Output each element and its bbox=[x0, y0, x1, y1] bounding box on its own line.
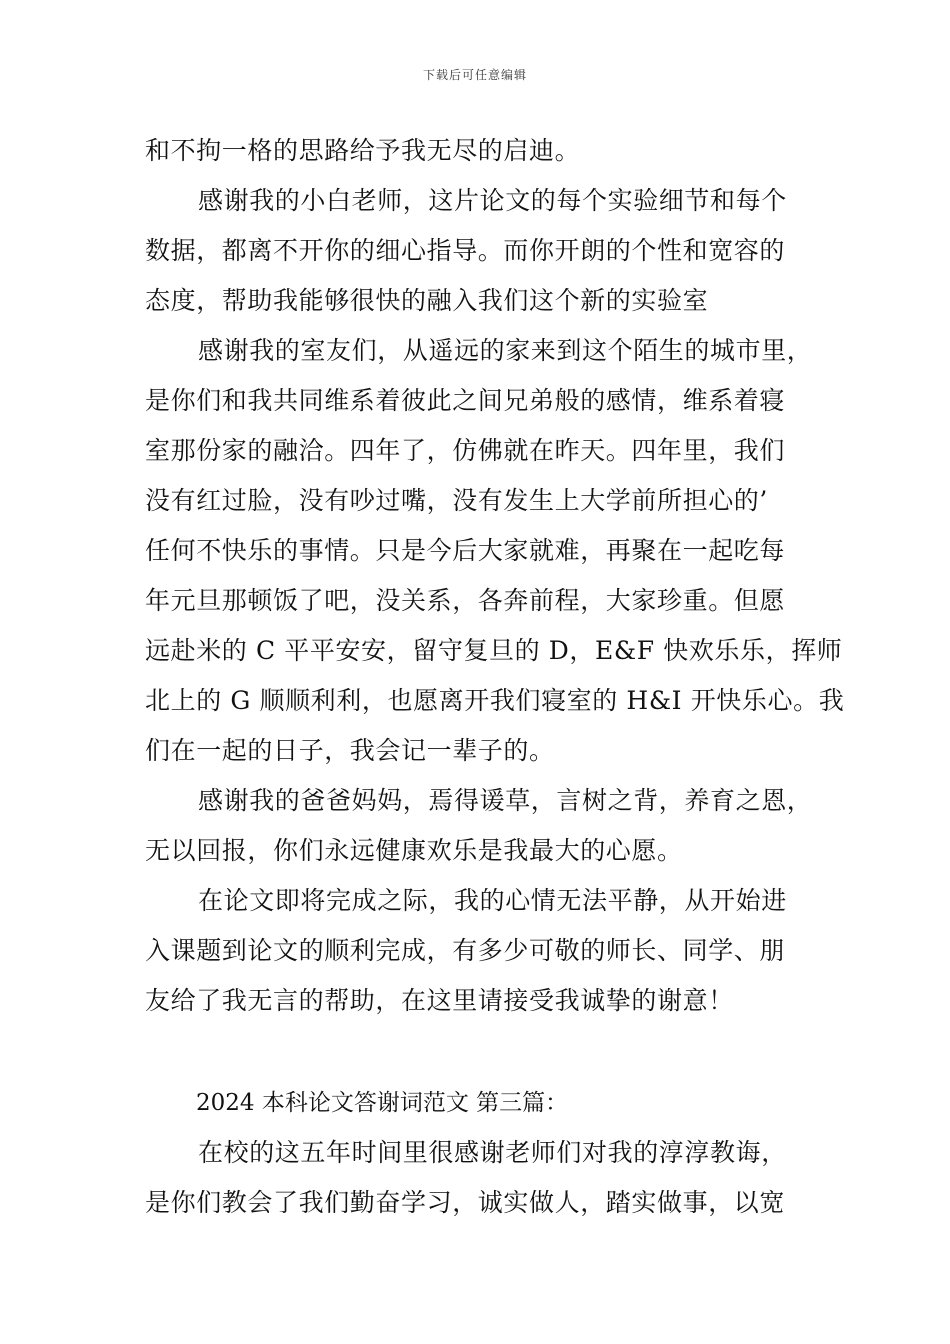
paragraph-line: 入课题到论文的顺利完成，有多少可敬的师长、同学、朋 bbox=[145, 936, 786, 965]
paragraph-line: 远赴米的 C 平平安安，留守复旦的 D，E&F 快欢乐乐，挥师 bbox=[145, 636, 843, 665]
paragraph-line: 感谢我的小白老师，这片论文的每个实验细节和每个 bbox=[198, 186, 787, 215]
paragraph-line: 年元旦那顿饭了吧，没关系，各奔前程，大家珍重。但愿 bbox=[145, 586, 786, 615]
paragraph-line: 在校的这五年时间里很感谢老师们对我的淳淳教诲， bbox=[198, 1138, 787, 1167]
paragraph-line: 任何不快乐的事情。只是今后大家就难，再聚在一起吃每 bbox=[145, 536, 786, 565]
paragraph-line: 态度，帮助我能够很快的融入我们这个新的实验室 bbox=[145, 286, 709, 315]
paragraph-line: 感谢我的爸爸妈妈，焉得谖草，言树之背，养育之恩， bbox=[198, 786, 813, 815]
paragraph-line: 没有红过脸，没有吵过嘴，没有发生上大学前所担心的’ bbox=[145, 486, 768, 515]
document-body bbox=[145, 126, 845, 1228]
paragraph-line: 在论文即将完成之际，我的心情无法平静，从开始进 bbox=[198, 886, 787, 915]
paragraph-line: 感谢我的室友们，从遥远的家来到这个陌生的城市里， bbox=[198, 336, 813, 365]
paragraph-line: 无以回报，你们永远健康欢乐是我最大的心愿。 bbox=[145, 836, 683, 865]
paragraph-line: 和不拘一格的思路给予我无尽的启迪。 bbox=[145, 136, 581, 165]
paragraph-line: 是你们教会了我们勤奋学习，诚实做人，踏实做事，以宽 bbox=[145, 1188, 786, 1217]
paragraph-line: 室那份家的融洽。四年了，仿佛就在昨天。四年里，我们 bbox=[145, 436, 786, 465]
paragraph-line: 是你们和我共同维系着彼此之间兄弟般的感情，维系着寝 bbox=[145, 386, 786, 415]
page-header: 下载后可任意编辑 bbox=[422, 68, 527, 82]
paragraph-line: 数据，都离不开你的细心指导。而你开朗的个性和宽容的 bbox=[145, 236, 786, 265]
paragraph-line: 友给了我无言的帮助，在这里请接受我诚挚的谢意！ bbox=[145, 986, 734, 1015]
paragraph-line: 北上的 G 顺顺利利，也愿离开我们寝室的 H&I 开快乐心。我 bbox=[145, 686, 845, 715]
section-heading: 2024 本科论文答谢词范文 第三篇： bbox=[196, 1090, 569, 1116]
paragraph-line: 们在一起的日子，我会记一辈子的。 bbox=[145, 736, 555, 765]
